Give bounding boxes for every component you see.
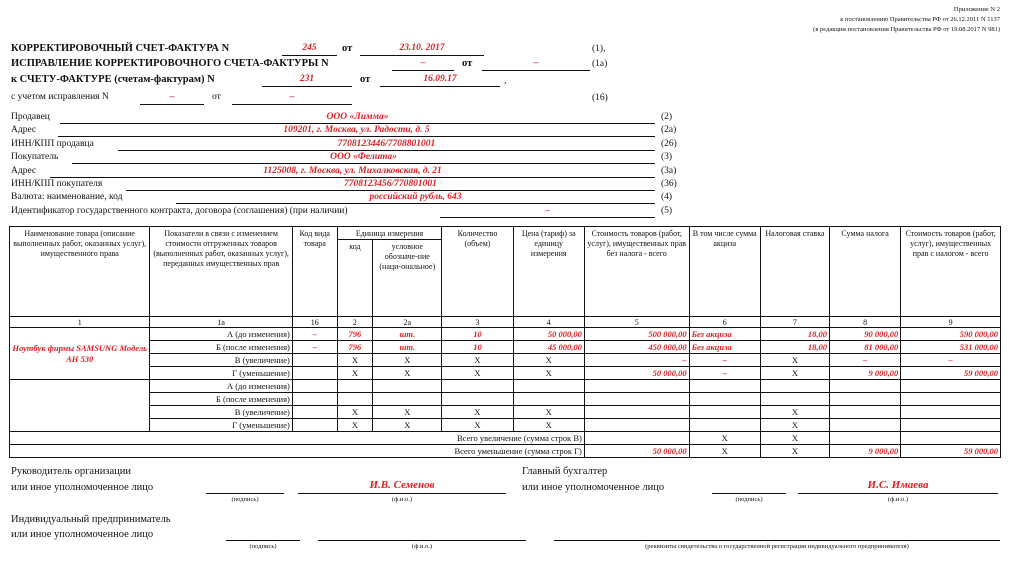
field-label: Адрес: [11, 165, 37, 176]
item-name-empty: [10, 380, 150, 432]
head-unit-name: условное обозначе-ние (наци-ональное): [373, 240, 442, 317]
akciz: [689, 406, 760, 419]
head-unit-code: код: [337, 240, 373, 317]
row-indicator: Г (уменьшение): [150, 419, 292, 432]
price: [513, 393, 584, 406]
title-date: 23.10. 2017: [399, 43, 445, 53]
kind-code: [292, 406, 337, 419]
invoice-ot: от: [360, 74, 371, 85]
unit-name: X: [373, 354, 442, 367]
field-code: (36): [661, 179, 677, 189]
head-tax: Сумма налога: [830, 227, 901, 317]
price: X: [513, 367, 584, 380]
table-row: [10, 367, 1001, 380]
cost: [584, 380, 689, 393]
unit-name: X: [373, 406, 442, 419]
field-code: (3а): [661, 165, 677, 176]
rate: 18,00: [760, 341, 829, 354]
field-label: Продавец: [11, 112, 50, 122]
field-value: 7708123446/7708801001: [337, 138, 436, 149]
invoice-date: 16.09.17: [423, 74, 457, 84]
qty: [442, 393, 513, 406]
kind-code: [292, 367, 337, 380]
total: –: [901, 354, 1001, 367]
column-number: 16: [292, 317, 337, 328]
field-label: ИНН/КПП покупателя: [11, 179, 103, 189]
table-total-row: [10, 432, 1001, 445]
table-total-row: [10, 445, 1001, 458]
head-total: Стоимость товаров (работ, услуг), имущественных прав с налогом - всего: [901, 227, 1001, 317]
head-qty: Количество (объем): [442, 227, 513, 317]
kind-code: –: [292, 341, 337, 354]
row-indicator: А (до изменения): [150, 380, 292, 393]
field-value: –: [545, 205, 550, 216]
total-akciz: X: [689, 445, 760, 458]
head-unit: Единица измерения: [337, 227, 442, 240]
acc-sign-caption: (подпись): [735, 496, 763, 503]
cost: [584, 406, 689, 419]
column-number: 8: [830, 317, 901, 328]
qty: X: [442, 367, 513, 380]
table-row: [10, 380, 1001, 393]
unit-name: [373, 380, 442, 393]
akciz: [689, 393, 760, 406]
row-indicator: В (увеличение): [150, 354, 292, 367]
head-akciz: В том числе сумма акциза: [689, 227, 760, 317]
total-sum: 59 000,00: [901, 445, 1001, 458]
column-number: 2а: [373, 317, 442, 328]
table-row: [10, 328, 1001, 341]
tax: [830, 380, 901, 393]
total-tax: 9 000,00: [830, 445, 901, 458]
field-label: Покупатель: [11, 152, 59, 163]
unit-code: 796: [337, 341, 373, 354]
qty: [442, 380, 513, 393]
qty: X: [442, 419, 513, 432]
tax: 81 000,00: [830, 341, 901, 354]
head-indicators: Показатели в связи с изменением стоимости отгруженных товаров (выполненных работ, оказанных услуг), переданных имущественных прав: [150, 227, 292, 317]
field-label: Идентификатор государственного контракта, договора (соглашения) (при наличии): [11, 205, 348, 216]
field-code: (2а): [661, 125, 677, 136]
invoice-number: 231: [299, 74, 315, 84]
price: 50 000,00: [513, 328, 584, 341]
fix-number: –: [169, 92, 175, 102]
row-indicator: В (увеличение): [150, 406, 292, 419]
unit-code: [337, 380, 373, 393]
head-sign-line2: или иное уполномоченное лицо: [11, 482, 154, 493]
total: [901, 419, 1001, 432]
head-name: И.В. Семенов: [369, 479, 435, 491]
column-number: 6: [689, 317, 760, 328]
akciz: –: [689, 354, 760, 367]
qty: 10: [442, 328, 513, 341]
item-name: Ноутбук фирмы SAMSUNG Модель АН 530: [10, 328, 150, 380]
akciz: [689, 380, 760, 393]
tax: –: [830, 354, 901, 367]
unit-name: [373, 393, 442, 406]
head-sign-line1: Руководитель организации: [11, 466, 131, 477]
cost: [584, 393, 689, 406]
correction-label: ИСПРАВЛЕНИЕ КОРРЕКТИРОВОЧНОГО СЧЕТА-ФАКТУРЫ N: [11, 58, 329, 69]
total-label: Всего уменьшение (сумма строк Г): [10, 445, 585, 458]
tax: 9 000,00: [830, 367, 901, 380]
cost: –: [584, 354, 689, 367]
field-code: (5): [661, 205, 673, 216]
cost: 450 000,00: [584, 341, 689, 354]
tax: 90 000,00: [830, 328, 901, 341]
unit-code: X: [337, 367, 373, 380]
correction-number: –: [420, 58, 426, 68]
column-number: 1а: [150, 317, 292, 328]
title-ot: от: [342, 43, 353, 54]
akciz: [689, 419, 760, 432]
row-indicator: Б (после изменения): [150, 393, 292, 406]
total: 531 000,00: [901, 341, 1001, 354]
invoice-label: к СЧЕТУ-ФАКТУРЕ (счетам-фактурам) N: [11, 74, 215, 85]
ip-sign-line2: или иное уполномоченное лицо: [11, 529, 154, 540]
kind-code: [292, 380, 337, 393]
akciz: Без акциза: [689, 341, 760, 354]
unit-name: шт.: [373, 341, 442, 354]
total-cost: 50 000,00: [584, 445, 689, 458]
akciz: Без акциза: [689, 328, 760, 341]
head-name: Наименование товара (описание выполненных работ, оказанных услуг), имущественного права: [10, 227, 150, 317]
field-value: 7708123456/770801001: [344, 179, 437, 189]
fix-ot: от: [212, 92, 221, 102]
cost: 50 000,00: [584, 367, 689, 380]
rate: X: [760, 367, 829, 380]
appendix-line2: к постановлению Правительства РФ от 26.12.2011 N 1137: [840, 16, 1000, 23]
table-row: [10, 341, 1001, 354]
head-fio-caption: (ф.и.о.): [391, 496, 413, 503]
column-number: 2: [337, 317, 373, 328]
field-code: (2): [661, 112, 673, 122]
total-sum: [901, 432, 1001, 445]
head-cost: Стоимость товаров (работ, услуг), имущественных прав без налога - всего: [584, 227, 689, 317]
head-kind-code: Код вида товара: [292, 227, 337, 317]
unit-code: [337, 393, 373, 406]
column-number: 1: [10, 317, 150, 328]
acc-name: И.С. Имаева: [867, 479, 929, 491]
field-value: российский рубль, 643: [369, 192, 462, 203]
total-akciz: X: [689, 432, 760, 445]
rate: X: [760, 354, 829, 367]
ip-sign-line1: Индивидуальный предприниматель: [11, 514, 171, 525]
total-rate: X: [760, 432, 829, 445]
kind-code: [292, 419, 337, 432]
column-number: 5: [584, 317, 689, 328]
column-number: 9: [901, 317, 1001, 328]
correction-date: –: [533, 58, 539, 68]
total: 590 000,00: [901, 328, 1001, 341]
rate: [760, 380, 829, 393]
unit-name: шт.: [373, 328, 442, 341]
field-label: Валюта: наименование, код: [11, 192, 123, 203]
head-sign-caption: (подпись): [231, 496, 259, 503]
table-row: [10, 354, 1001, 367]
row-indicator: Б (после изменения): [150, 341, 292, 354]
field-value: ООО «Фелита»: [330, 152, 397, 163]
column-number: 4: [513, 317, 584, 328]
table-header-row: [10, 227, 1001, 240]
fix-code: (16): [592, 93, 608, 103]
kind-code: [292, 393, 337, 406]
field-code: (4): [661, 192, 673, 203]
field-value: 1125008, г. Москва, ул. Михалковская, д. 21: [263, 165, 442, 176]
ip-sign-caption: (подпись): [249, 543, 277, 550]
price: [513, 380, 584, 393]
total-cost: [584, 432, 689, 445]
fix-date: –: [289, 92, 295, 102]
ip-fio-caption: (ф.и.о.): [411, 543, 433, 550]
tax: [830, 393, 901, 406]
field-code: (3): [661, 152, 673, 163]
price: X: [513, 406, 584, 419]
unit-name: X: [373, 419, 442, 432]
cost: 500 000,00: [584, 328, 689, 341]
table-numbers-row: [10, 317, 1001, 328]
total: 59 000,00: [901, 367, 1001, 380]
row-indicator: Г (уменьшение): [150, 367, 292, 380]
table-row: [10, 393, 1001, 406]
acc-sign-line2: или иное уполномоченное лицо: [522, 482, 665, 493]
field-code: (26): [661, 138, 677, 149]
unit-code: X: [337, 419, 373, 432]
rate: 18,00: [760, 328, 829, 341]
title-number: 245: [302, 43, 317, 53]
price: 45 000,00: [513, 341, 584, 354]
ip-req-caption: (реквизиты свидетельства о государственной регистрации индивидуального предпринимателя): [645, 543, 909, 550]
total-rate: X: [760, 445, 829, 458]
total-tax: [830, 432, 901, 445]
unit-code: X: [337, 406, 373, 419]
correction-code: (1а): [592, 59, 608, 69]
field-label: Адрес: [11, 125, 37, 136]
appendix-line1: Приложение N 2: [953, 6, 1000, 13]
field-value: ООО «Лимма»: [326, 112, 389, 122]
rate: X: [760, 406, 829, 419]
tax: [830, 406, 901, 419]
kind-code: –: [292, 328, 337, 341]
table-row: [10, 419, 1001, 432]
unit-name: X: [373, 367, 442, 380]
price: X: [513, 354, 584, 367]
field-value: 109201, г. Москва, ул. Радости, д. 5: [283, 125, 430, 136]
total: [901, 380, 1001, 393]
tax: [830, 419, 901, 432]
head-price: Цена (тариф) за единицу измерения: [513, 227, 584, 317]
acc-fio-caption: (ф.и.о.): [887, 496, 909, 503]
qty: X: [442, 354, 513, 367]
total: [901, 406, 1001, 419]
acc-sign-line1: Главный бухгалтер: [522, 466, 608, 477]
cost: [584, 419, 689, 432]
qty: 10: [442, 341, 513, 354]
price: X: [513, 419, 584, 432]
kind-code: [292, 354, 337, 367]
total: [901, 393, 1001, 406]
column-number: 7: [760, 317, 829, 328]
correction-ot: от: [462, 58, 473, 69]
akciz: –: [689, 367, 760, 380]
column-number: 3: [442, 317, 513, 328]
invoice-table: [9, 226, 1001, 458]
title-code: (1),: [592, 44, 606, 54]
total-label: Всего увеличение (сумма строк В): [10, 432, 585, 445]
field-label: ИНН/КПП продавца: [11, 138, 94, 149]
rate: X: [760, 419, 829, 432]
invoice-comma: ,: [504, 76, 507, 86]
appendix-line3: (в редакции постановления Правительства РФ от 19.08.2017 N 981): [813, 26, 1000, 33]
head-rate: Налоговая ставка: [760, 227, 829, 317]
qty: X: [442, 406, 513, 419]
unit-code: X: [337, 354, 373, 367]
rate: [760, 393, 829, 406]
appendix-note: [813, 6, 1000, 33]
table-row: [10, 406, 1001, 419]
fix-label: с учетом исправления N: [11, 92, 109, 102]
row-indicator: А (до изменения): [150, 328, 292, 341]
unit-code: 796: [337, 328, 373, 341]
title-label: КОРРЕКТИРОВОЧНЫЙ СЧЕТ-ФАКТУРА N: [11, 43, 230, 54]
